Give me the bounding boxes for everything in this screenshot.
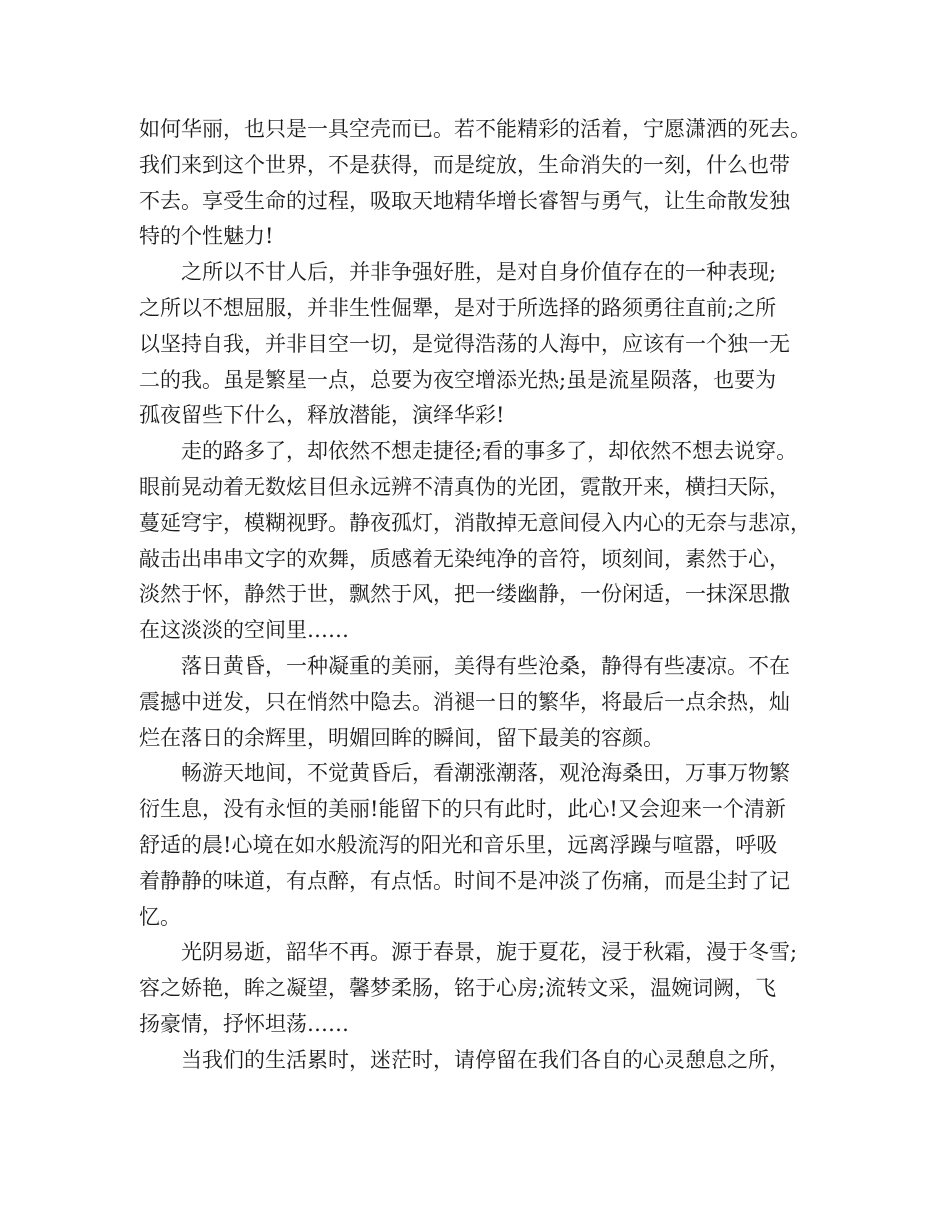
document-body: [139, 112, 811, 1079]
text-line: 震撼中迸发，只在悄然中隐去。消褪一日的繁华，将最后一点余热，灿: [139, 689, 790, 714]
text-line: 扬豪情，抒怀坦荡……: [139, 1011, 349, 1036]
paragraph: [139, 434, 811, 649]
paragraph: [139, 649, 811, 756]
text-line: 二的我。虽是繁星一点，总要为夜空增添光热;虽是流星陨落，也要为: [139, 367, 777, 392]
text-line: 光阴易逝，韶华不再。源于春景，旎于夏花，浸于秋霜，漫于冬雪;: [181, 940, 798, 965]
text-line: 蔓延穹宇，模糊视野。静夜孤灯，消散掉无意间侵入内心的无奈与悲凉，: [139, 510, 811, 535]
text-line: 特的个性魅力!: [139, 224, 274, 249]
text-line: 烂在落日的余辉里，明媚回眸的瞬间，留下最美的容颜。: [139, 725, 664, 750]
text-line: 衍生息，没有永恒的美丽!能留下的只有此时，此心!又会迎来一个清新: [139, 797, 786, 822]
text-line: 我们来到这个世界，不是获得，而是绽放，生命消失的一刻，什么也带: [139, 152, 790, 177]
text-line: 走的路多了，却依然不想走捷径;看的事多了，却依然不想去说穿。: [181, 439, 798, 464]
text-line: 当我们的生活累时，迷茫时，请停留在我们各自的心灵憩息之所，: [181, 1047, 790, 1072]
text-line: 以坚持自我，并非目空一切，是觉得浩荡的人海中，应该有一个独一无: [139, 331, 790, 356]
text-line: 落日黄昏，一种凝重的美丽，美得有些沧桑，静得有些凄凉。不在: [181, 653, 790, 678]
text-line: 在这淡淡的空间里……: [139, 618, 349, 643]
text-line: 孤夜留些下什么，释放潜能，演绎华彩!: [139, 403, 505, 428]
paragraph: [139, 255, 811, 434]
text-line: 容之娇艳，眸之凝望，馨梦柔肠，铭于心房;流转文采，温婉词阙，飞: [139, 976, 777, 1001]
paragraph: [139, 756, 811, 935]
paragraph: [139, 935, 811, 1042]
text-line: 畅游天地间，不觉黄昏后，看潮涨潮落，观沧海桑田，万事万物繁: [181, 761, 790, 786]
text-line: 淡然于怀，静然于世，飘然于风，把一缕幽静，一份闲适，一抹深思撒: [139, 582, 790, 607]
text-line: 舒适的晨!心境在如水般流泻的阳光和音乐里，远离浮躁与喧嚣，呼吸: [139, 832, 778, 857]
paragraph: [139, 112, 811, 255]
text-line: 眼前晃动着无数炫目但永远辨不清真伪的光团，霓散开来，横扫天际，: [139, 474, 790, 499]
text-line: 着静静的味道，有点醉，有点恬。时间不是冲淡了伤痛，而是尘封了记: [139, 868, 790, 893]
text-line: 之所以不想屈服，并非生性倔犟，是对于所选择的路须勇往直前;之所: [139, 295, 777, 320]
text-line: 不去。享受生命的过程，吸取天地精华增长睿智与勇气，让生命散发独: [139, 188, 790, 213]
text-line: 之所以不甘人后，并非争强好胜，是对自身价值存在的一种表现;: [181, 260, 777, 285]
text-line: 忆。: [139, 904, 181, 929]
text-line: 如何华丽，也只是一具空壳而已。若不能精彩的活着，宁愿潇洒的死去。: [139, 117, 811, 141]
paragraph: [139, 1043, 811, 1079]
text-line: 敲击出串串文字的欢舞，质感着无染纯净的音符，顷刻间，素然于心，: [139, 546, 790, 571]
